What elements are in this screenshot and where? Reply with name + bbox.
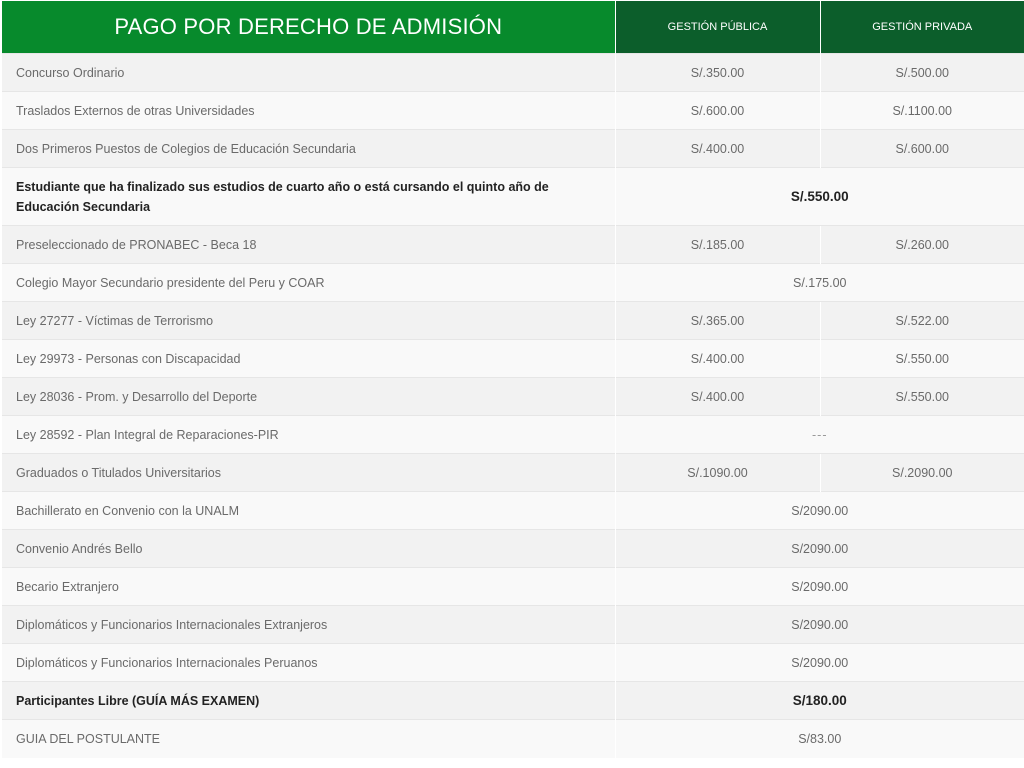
row-label: Ley 27277 - Víctimas de Terrorismo (2, 302, 615, 340)
row-amount-private: S/.260.00 (820, 226, 1024, 264)
row-label: Participantes Libre (GUÍA MÁS EXAMEN) (2, 682, 615, 720)
table-row (2, 530, 1024, 568)
column-header-public: GESTIÓN PÚBLICA (615, 1, 820, 54)
table-row (2, 644, 1024, 682)
table-title: PAGO POR DERECHO DE ADMISIÓN (2, 1, 615, 54)
row-label: Estudiante que ha finalizado sus estudios de cuarto año o está cursando el quinto año de Educación Secundaria (2, 168, 615, 226)
table-row (2, 720, 1024, 758)
table-body (2, 54, 1024, 758)
row-amount-public: S/.600.00 (615, 92, 820, 130)
table-row (2, 492, 1024, 530)
row-amount-shared: S/2090.00 (615, 530, 1024, 568)
row-label: Ley 28592 - Plan Integral de Reparaciones-PIR (2, 416, 615, 454)
row-label: Dos Primeros Puestos de Colegios de Educación Secundaria (2, 130, 615, 168)
row-amount-shared: --- (615, 416, 1024, 454)
table-row (2, 416, 1024, 454)
row-amount-public: S/.185.00 (615, 226, 820, 264)
row-amount-public: S/.350.00 (615, 54, 820, 92)
table-row (2, 226, 1024, 264)
table-row (2, 168, 1024, 226)
table-row (2, 606, 1024, 644)
row-label: Becario Extranjero (2, 568, 615, 606)
row-label: Ley 28036 - Prom. y Desarrollo del Deporte (2, 378, 615, 416)
row-amount-public: S/.400.00 (615, 378, 820, 416)
table-row (2, 54, 1024, 92)
row-amount-private: S/.550.00 (820, 378, 1024, 416)
row-amount-public: S/.400.00 (615, 340, 820, 378)
row-label: Ley 29973 - Personas con Discapacidad (2, 340, 615, 378)
table-row (2, 340, 1024, 378)
row-amount-public: S/.1090.00 (615, 454, 820, 492)
table-row (2, 264, 1024, 302)
row-amount-private: S/.1100.00 (820, 92, 1024, 130)
row-amount-shared: S/2090.00 (615, 568, 1024, 606)
table-row (2, 378, 1024, 416)
row-amount-private: S/.500.00 (820, 54, 1024, 92)
row-label: Preseleccionado de PRONABEC - Beca 18 (2, 226, 615, 264)
row-amount-shared: S/180.00 (615, 682, 1024, 720)
row-amount-private: S/.2090.00 (820, 454, 1024, 492)
row-amount-public: S/.400.00 (615, 130, 820, 168)
row-amount-shared: S/.175.00 (615, 264, 1024, 302)
row-label: Diplomáticos y Funcionarios Internacionales Peruanos (2, 644, 615, 682)
row-amount-private: S/.550.00 (820, 340, 1024, 378)
row-label: Bachillerato en Convenio con la UNALM (2, 492, 615, 530)
table-row (2, 454, 1024, 492)
row-amount-public: S/.365.00 (615, 302, 820, 340)
row-label: Colegio Mayor Secundario presidente del Peru y COAR (2, 264, 615, 302)
table-row (2, 682, 1024, 720)
row-label: Traslados Externos de otras Universidades (2, 92, 615, 130)
table-row (2, 130, 1024, 168)
row-amount-shared: S/.550.00 (615, 168, 1024, 226)
table-row (2, 302, 1024, 340)
row-label: Graduados o Titulados Universitarios (2, 454, 615, 492)
row-label: Concurso Ordinario (2, 54, 615, 92)
row-amount-private: S/.522.00 (820, 302, 1024, 340)
row-label: Diplomáticos y Funcionarios Internacionales Extranjeros (2, 606, 615, 644)
row-amount-shared: S/2090.00 (615, 492, 1024, 530)
row-amount-shared: S/83.00 (615, 720, 1024, 758)
admission-fees-table (2, 1, 1024, 758)
row-amount-shared: S/2090.00 (615, 644, 1024, 682)
row-label: GUIA DEL POSTULANTE (2, 720, 615, 758)
table-row (2, 92, 1024, 130)
table-header-row (2, 1, 1024, 54)
column-header-private: GESTIÓN PRIVADA (820, 1, 1024, 54)
row-label: Convenio Andrés Bello (2, 530, 615, 568)
row-amount-shared: S/2090.00 (615, 606, 1024, 644)
table-row (2, 568, 1024, 606)
row-amount-private: S/.600.00 (820, 130, 1024, 168)
